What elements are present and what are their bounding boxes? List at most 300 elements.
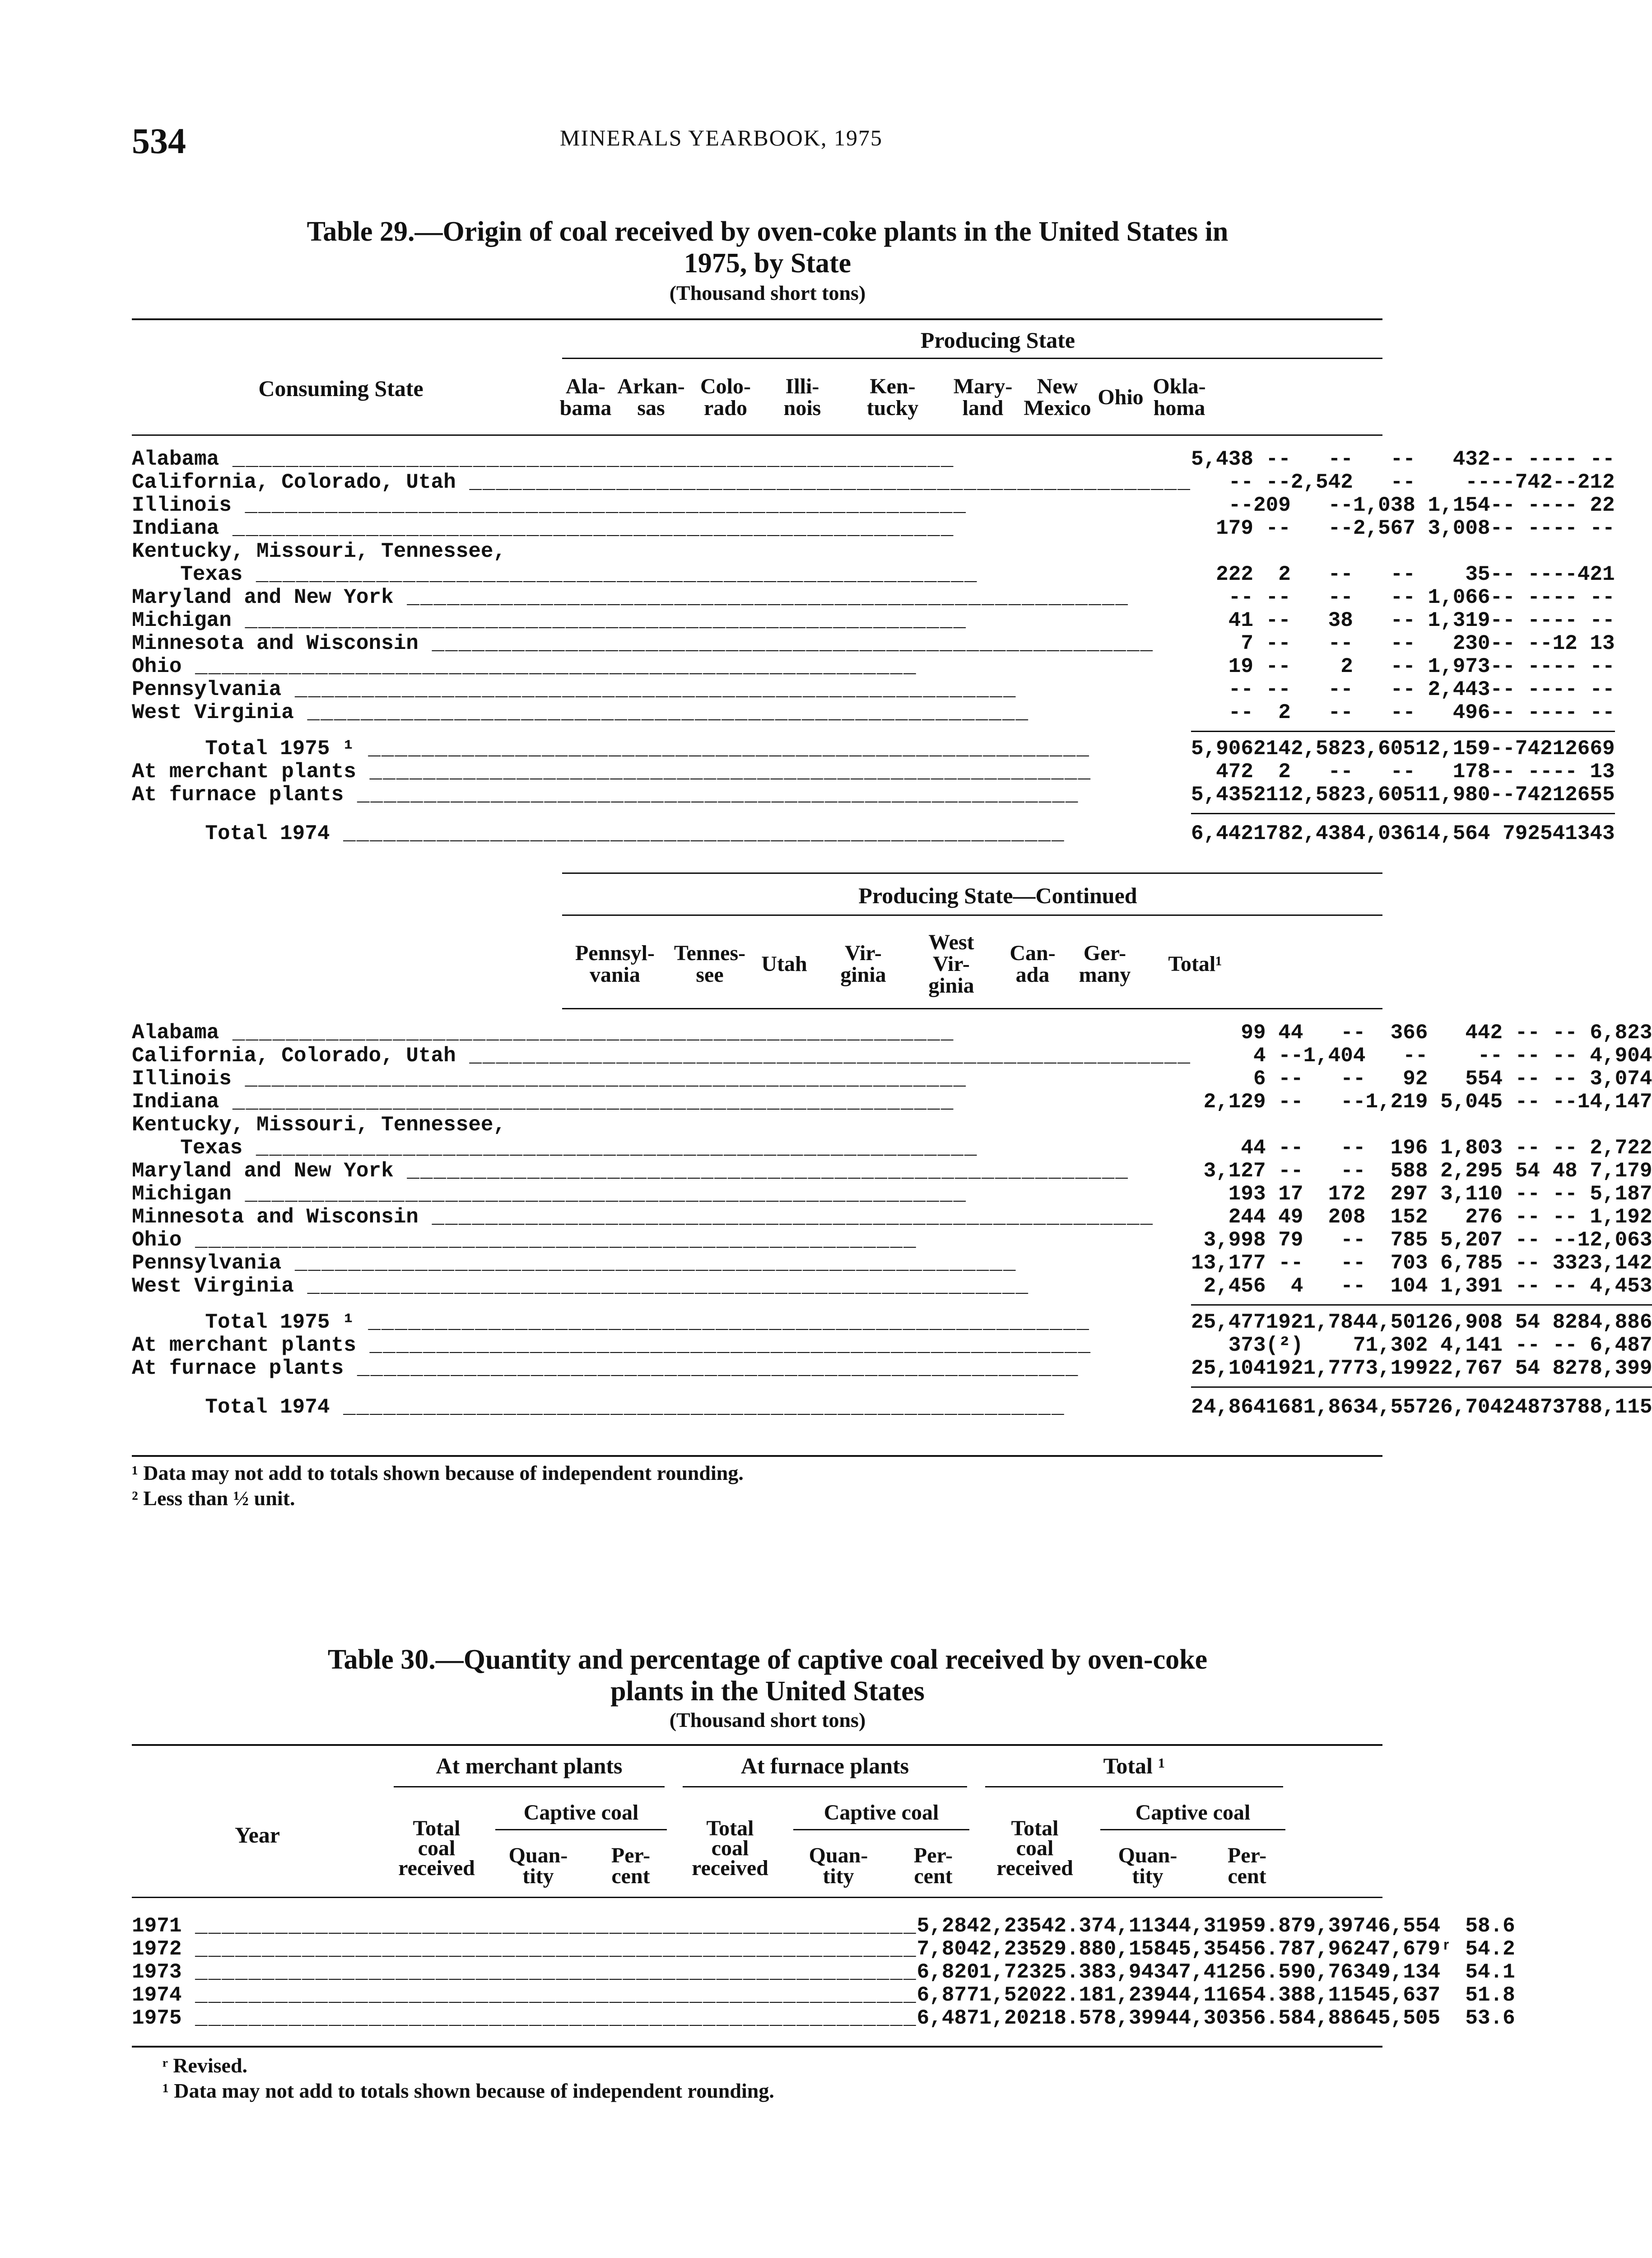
table-cell: 178 [1253,822,1291,845]
row-label: Kentucky, Missouri, Tennessee, [132,1113,506,1137]
table29-group2-top-rule [562,872,1382,874]
table-cell [1578,1114,1652,1137]
row-label: West Virginia _____ [132,1275,1191,1298]
table-cell: -- [1515,1136,1540,1160]
table-cell: -- [1328,632,1353,655]
table-cell: 84,886 [1290,2006,1366,2030]
column-header: Can- [1010,941,1056,965]
table-cell: 54 [1515,1311,1540,1334]
table-cell: -- [1328,517,1353,540]
table30-title-line2: plants in the United States [610,1676,925,1707]
table-row [132,540,1615,563]
table-cell: -- [1552,1067,1578,1091]
table-row [132,517,1615,540]
column-header: bama [559,396,612,420]
table-cell: -- [1527,586,1553,609]
table-cell: 2,295 [1440,1159,1503,1183]
group-header: At furnace plants [740,1753,909,1778]
table-cell: -- [1228,494,1253,517]
table-cell: 18.5 [1041,2006,1092,2030]
row-label: Minnesota and Wisconsin _____ [132,632,1191,655]
table-cell: 41 [1552,822,1578,845]
row-label: West Virginia _____ [132,701,1191,724]
table-cell: 2 [1340,655,1353,678]
table-cell: 12 [1552,737,1578,760]
table-cell: 78,399 [1091,2006,1166,2030]
table-cell: 46,554 [1365,1914,1441,1938]
table-cell: -- [1552,1334,1578,1357]
table-cell: -- [1390,760,1415,784]
table-cell: 45,354 [1166,1937,1241,1961]
table-cell: 51.8 [1465,1983,1515,2007]
table-cell [1253,540,1291,563]
table-cell: 244 [1228,1205,1266,1229]
table-cell: 172 [1328,1182,1366,1206]
table-cell [1540,1114,1578,1137]
table-cell: 87,962 [1290,1937,1366,1961]
table-cell: 6,442 [1191,822,1253,845]
table-cell: 1,154 [1428,494,1490,517]
table-cell: 12,159 [1415,737,1490,760]
column-header: tity [823,1864,854,1888]
table-row [132,760,1615,784]
table-cell: 44,116 [1166,1983,1241,2007]
table-cell: -- [1527,448,1553,471]
row-label: Total 1974 _____ [132,1396,1191,1419]
table-cell: -- [1390,701,1415,724]
table-cell: -- [1340,1067,1366,1091]
table30-body [132,1915,1515,2030]
table29-header-rule-1 [132,434,1382,436]
table-cell: 56.7 [1241,1937,1291,1961]
table-cell: 472 [1216,760,1253,784]
table-cell: 48 [1552,1159,1578,1183]
table-cell: 26,704 [1428,1395,1503,1419]
table-cell: 297 [1390,1182,1428,1206]
table-cell: 2,438 [1290,822,1353,845]
table-cell: -- [1590,517,1615,540]
row-spacer [132,1387,1652,1396]
table-cell: 88,115 [1577,1395,1652,1419]
row-label: Maryland and New York _____ [132,1160,1191,1183]
table-cell: 4,141 [1440,1334,1503,1357]
table29-footnote-2: ² Less than ½ unit. [132,1487,295,1510]
table30-top-rule [132,1744,1382,1746]
table-cell: 2,235 [979,1937,1042,1961]
table-cell: 192 [1266,1311,1303,1334]
row-label: Maryland and New York _____ [132,586,1191,609]
table-cell: 2,129 [1203,1090,1266,1114]
row-label: Indiana _____ [132,1091,1191,1114]
row-label: 1973 _____ [132,1961,917,1984]
column-header: Okla- [1153,374,1206,398]
table-cell: 1,302 [1365,1334,1428,1357]
group-header: At merchant plants [436,1753,623,1778]
table-cell: 3,998 [1203,1228,1266,1252]
table-cell: 22 [1590,494,1615,517]
table-row [132,586,1615,609]
column-header: New [1037,374,1078,398]
table-cell: 29.8 [1041,1937,1092,1961]
table-cell: 12 [1552,783,1578,807]
table-cell: 1,803 [1440,1136,1503,1160]
table-cell: 742 [1515,471,1553,494]
table-cell: 74,113 [1091,1914,1166,1938]
table-cell: 5,187 [1590,1182,1652,1206]
table-cell: -- [1228,471,1253,494]
table-row [132,1137,1652,1160]
table-row [132,1229,1652,1252]
table-cell: -- [1390,609,1415,632]
table-cell: 54 [1515,1159,1540,1183]
row-spacer [132,814,1615,823]
table-cell: -- [1527,701,1553,724]
table-cell: -- [1527,655,1553,678]
table29-block1-body [132,448,1615,845]
column-header: cent [914,1864,953,1888]
table-cell: 3,008 [1428,517,1490,540]
table-cell: -- [1515,1182,1540,1206]
row-label: California, Colorado, Utah _____ [132,1045,1191,1068]
column-header: Quan- [809,1843,868,1867]
table-row [132,1114,1652,1137]
table-cell [1578,540,1615,563]
table-cell: -- [1552,1090,1578,1114]
table-cell: 3,074 [1590,1067,1652,1091]
table-cell: 152 [1390,1205,1428,1229]
row-label: Ohio _____ [132,655,1191,678]
table-cell: 432 [1452,448,1490,471]
table-cell [1490,540,1515,563]
table-cell: 5,435 [1191,783,1253,807]
column-header: Mexico [1024,396,1091,420]
table-row [132,1160,1652,1183]
table30-stub-header: Year [235,1822,280,1847]
table-cell: -- [1490,760,1515,784]
table-cell: 212 [1577,471,1615,494]
table-cell: -- [1590,701,1615,724]
row-label: Texas _____ [132,563,1191,586]
row-label: 1972 _____ [132,1938,917,1961]
column-header: rado [704,396,747,420]
table-cell: 25,104 [1191,1357,1266,1380]
column-header: Pennsyl- [575,941,655,965]
row-label: Total 1975 ¹ _____ [132,1311,1191,1334]
table-cell [1353,540,1415,563]
table-cell: 59.8 [1241,1914,1291,1938]
table-cell: -- [1228,678,1253,701]
table-cell: 104 [1390,1274,1428,1298]
table-cell: -- [1390,655,1415,678]
table-cell: 588 [1390,1159,1428,1183]
table-cell: 211 [1253,783,1291,807]
table-cell: -- [1490,655,1515,678]
column-header: nois [783,396,821,420]
table-cell: 496 [1452,701,1490,724]
table-cell: 7 [1503,822,1515,845]
table29-footnote-1: ¹ Data may not add to totals shown because of independent rounding. [132,1461,744,1484]
table-cell: 22,767 [1428,1357,1503,1380]
table-cell: -- [1340,1021,1366,1045]
table-cell: 12 [1552,632,1578,655]
table-cell: -- [1228,701,1253,724]
column-header: Tennes- [674,941,746,965]
column-header: ginia [840,963,886,987]
column-header: received [996,1856,1073,1880]
table-row [132,655,1615,678]
table30-bottom-rule [132,2046,1382,2048]
table-cell: 2,456 [1203,1274,1266,1298]
table-cell: 1,219 [1365,1090,1428,1114]
table29-title-line1: Table 29.—Origin of coal received by oven-coke plants in the United States in [307,216,1229,247]
table-cell: -- [1490,517,1515,540]
table-cell: 1,784 [1303,1311,1366,1334]
table-cell: -- [1552,655,1578,678]
table-cell: 4,557 [1365,1395,1428,1419]
table-row [132,822,1615,845]
table-cell: 13 [1590,632,1615,655]
subgroup-header: Captive coal [523,1801,639,1824]
table-cell [1503,1114,1540,1137]
table-cell: 421 [1577,563,1615,586]
rule-row [132,1380,1652,1387]
table30-footnote-2: ¹ Data may not add to totals shown because of independent rounding. [163,2079,774,2102]
page-number: 534 [132,121,186,161]
row-label: 1974 _____ [132,1984,917,2007]
table-cell [1365,1114,1428,1137]
table-cell: -- [1340,1136,1366,1160]
row-label: Minnesota and Wisconsin _____ [132,1206,1191,1229]
table-cell: 925 [1515,822,1553,845]
row-label: Alabama _____ [132,448,1191,471]
table-cell: -- [1403,1044,1428,1068]
table-row [132,1961,1515,1984]
table-cell: 12,063 [1577,1228,1652,1252]
table-cell: -- [1527,563,1553,586]
table-cell: -- [1340,1090,1366,1114]
table-cell: 214 [1253,737,1291,760]
table-cell: 2,542 [1290,471,1353,494]
table-cell: 41 [1228,609,1253,632]
table-cell: 208 [1328,1205,1366,1229]
table-cell: 3,199 [1365,1357,1428,1380]
table-cell: -- [1515,1228,1540,1252]
table-cell: -- [1477,1044,1503,1068]
table-cell: 5,438 [1191,448,1253,471]
table-row [132,471,1615,494]
table-row [132,1206,1652,1229]
table-cell: 4 [1290,1274,1303,1298]
column-header: Illi- [785,374,819,398]
column-header: see [696,963,724,987]
table-row [132,1275,1652,1298]
table-cell [1415,540,1490,563]
table29-unit: (Thousand short tons) [669,281,866,304]
table-cell: -- [1552,1228,1578,1252]
row-label: Michigan _____ [132,609,1191,632]
table-cell: -- [1340,1274,1366,1298]
table-cell: -- [1552,494,1578,517]
table-cell: 45,505 [1365,2006,1441,2030]
table-row [132,1396,1652,1419]
table-cell: 178 [1452,760,1490,784]
table-cell: 26,908 [1428,1311,1503,1334]
table-cell: 7,804 [917,1937,979,1961]
table-cell: 79 [1278,1228,1303,1252]
subgroup-rule [1100,1829,1285,1830]
table-cell: 6,487 [917,2006,979,2030]
table-row [132,1022,1652,1045]
table-cell: 82 [1552,1311,1578,1334]
column-header: Total¹ [1168,952,1222,976]
row-label: Kentucky, Missouri, Tennessee, [132,540,506,563]
row-label: At merchant plants _____ [132,760,1191,784]
table-cell [1291,540,1353,563]
table-cell: -- [1552,517,1578,540]
table30-unit: (Thousand short tons) [669,1708,866,1731]
column-header: ada [1015,963,1050,987]
table-cell: 22.1 [1041,1983,1092,2007]
table-cell: 56.5 [1241,2006,1291,2030]
table-cell: 2,582 [1290,737,1353,760]
table-cell: 742 [1515,737,1553,760]
table-cell: 99 [1241,1021,1266,1045]
group-rule [394,1786,665,1787]
table-cell: 25,477 [1191,1311,1266,1334]
table-cell: 13,177 [1191,1251,1266,1275]
row-label: Pennsylvania _____ [132,678,1191,701]
table-cell: -- [1390,632,1415,655]
table-row [132,1045,1652,1068]
table-cell: 343 [1577,822,1615,845]
rule-row [132,1298,1652,1305]
column-header: land [962,396,1004,420]
table-cell: 703 [1390,1251,1428,1275]
table-cell: -- [1390,448,1415,471]
table-cell: -- [1527,609,1553,632]
table-cell: 209 [1253,494,1291,517]
column-header: Vir- [933,952,970,976]
table-cell: 54.1 [1465,1960,1515,1984]
row-spacer [132,1305,1652,1311]
table-cell: -- [1527,678,1553,701]
column-header: Per- [611,1843,651,1867]
column-header: received [692,1856,768,1880]
table-row [132,494,1615,517]
column-header: homa [1153,396,1205,420]
table-cell: 1,319 [1428,609,1490,632]
table-cell [1553,540,1578,563]
table-cell [1303,1114,1365,1137]
table-cell: 1,777 [1303,1357,1366,1380]
table-row [132,1091,1652,1114]
table-cell: -- [1340,1159,1366,1183]
table-cell: (²) [1266,1334,1303,1357]
table-cell: -- [1552,563,1578,586]
table-cell: -- [1515,1334,1540,1357]
table29-bottom-rule [132,1455,1382,1457]
table-cell: -- [1527,632,1553,655]
table-cell: 3,605 [1353,783,1415,807]
table-cell: 5,284 [917,1914,979,1938]
table-cell: 222 [1216,563,1253,586]
row-label: Indiana _____ [132,517,1191,540]
table-cell: -- [1390,563,1415,586]
column-header: Per- [913,1843,953,1867]
table29-header-rule-2 [562,1008,1382,1009]
row-label: California, Colorado, Utah _____ [132,471,1191,494]
table-cell: -- [1328,701,1353,724]
table-cell: -- [1278,1251,1303,1275]
group-header: Total ¹ [1103,1753,1165,1778]
table-cell: 44 [1241,1136,1266,1160]
table-cell: 230 [1452,632,1490,655]
table-row [132,1984,1515,2007]
table-cell: 3,127 [1203,1159,1266,1183]
table-cell: -- [1490,678,1515,701]
table-cell: 2,722 [1590,1136,1652,1160]
table-cell: 2 [1278,701,1291,724]
table-cell: -- [1515,1205,1540,1229]
table-cell: 82 [1552,1357,1578,1380]
column-header: Colo- [700,374,751,398]
column-header: coal [711,1836,749,1860]
table-cell: -- [1328,586,1353,609]
table-cell: 80,158 [1091,1937,1166,1961]
table29-group1-rule [562,358,1382,359]
table-cell: 92 [1403,1067,1428,1091]
table-cell: 2 [1278,760,1291,784]
table-cell: 6,820 [917,1960,979,1984]
table-cell: -- [1266,517,1291,540]
table-cell: -- [1552,471,1578,494]
table-cell [1266,1114,1303,1137]
table-cell: 42.3 [1041,1914,1092,1938]
table-row [132,1334,1652,1357]
table-cell: 192 [1266,1357,1303,1380]
table-cell: -- [1590,448,1615,471]
table-cell: -- [1552,1182,1578,1206]
table-cell: 5,207 [1440,1228,1503,1252]
table-cell: -- [1228,586,1253,609]
table-cell: 19 [1228,655,1253,678]
table-cell: 6,785 [1440,1251,1503,1275]
table-cell: 44,319 [1166,1914,1241,1938]
column-header: Quan- [508,1843,568,1867]
table-cell: -- [1515,1274,1540,1298]
table-cell: 373 [1228,1334,1266,1357]
column-header: Utah [761,952,807,976]
table-row [132,609,1615,632]
column-header: cent [1228,1864,1266,1888]
table-cell: 7,179 [1590,1159,1652,1183]
table-cell: 366 [1390,1021,1428,1045]
table-cell: -- [1278,1159,1303,1183]
column-header: Ohio [1098,385,1144,409]
table-cell: 54 [1515,1357,1540,1380]
column-header: Total [706,1816,754,1840]
table-row [132,1183,1652,1206]
table-cell: 1,202 [979,2006,1042,2030]
table-cell: 742 [1515,783,1553,807]
table-cell: 2,567 [1353,517,1415,540]
table-cell: 168 [1266,1395,1303,1419]
table29-top-rule [132,318,1382,320]
table-cell: 2 [1278,563,1291,586]
column-header: Ger- [1083,941,1126,965]
table-cell: -- [1390,678,1415,701]
table-cell: -- [1278,1044,1303,1068]
